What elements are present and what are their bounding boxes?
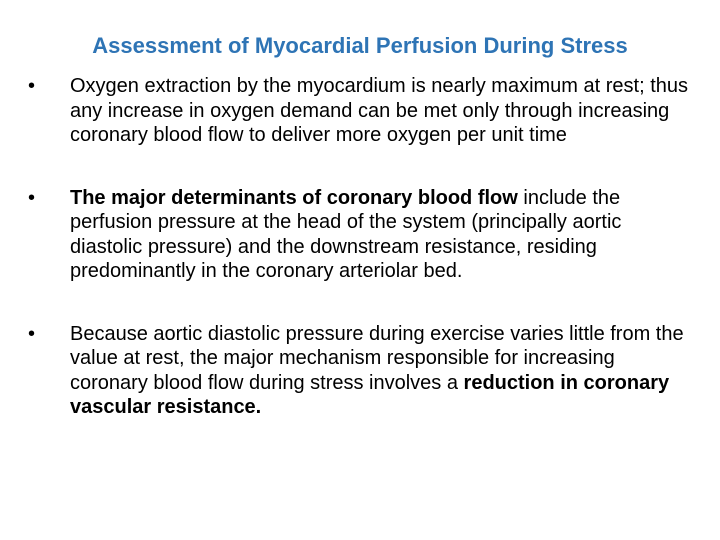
bullet-marker: • bbox=[28, 75, 36, 97]
bullet-marker: • bbox=[28, 186, 36, 209]
slide-title: Assessment of Myocardial Perfusion During Stress bbox=[92, 33, 628, 58]
bullet-item-vascular-resistance bbox=[28, 322, 698, 420]
bullet-item-oxygen-extraction bbox=[28, 74, 698, 148]
bullet-bold-tail: reduction in coronary vascular resistance. bbox=[70, 371, 670, 418]
bullet-text: Because aortic diastolic pressure during exercise varies little from the value at rest, the major mechanism responsible for increasing coronary blood flow during stress involves a bbox=[70, 322, 684, 394]
bullet-bold-lead: The major determinants of coronary blood flow bbox=[70, 186, 518, 209]
bullet-marker: • bbox=[28, 322, 36, 345]
bullet-item-determinants bbox=[28, 186, 698, 284]
bullet-text: include the perfusion pressure at the head of the system (principally aortic diastolic pressure) and the downstream resistance, residing predominantly in the coronary arteriolar bed. bbox=[70, 186, 622, 282]
bullet-list bbox=[28, 74, 698, 420]
bullet-text: Oxygen extraction by the myocardium is nearly maximum at rest; thus any increase in oxygen demand can be met only through increasing coronary blood flow to deliver more oxygen per unit time bbox=[70, 75, 689, 146]
